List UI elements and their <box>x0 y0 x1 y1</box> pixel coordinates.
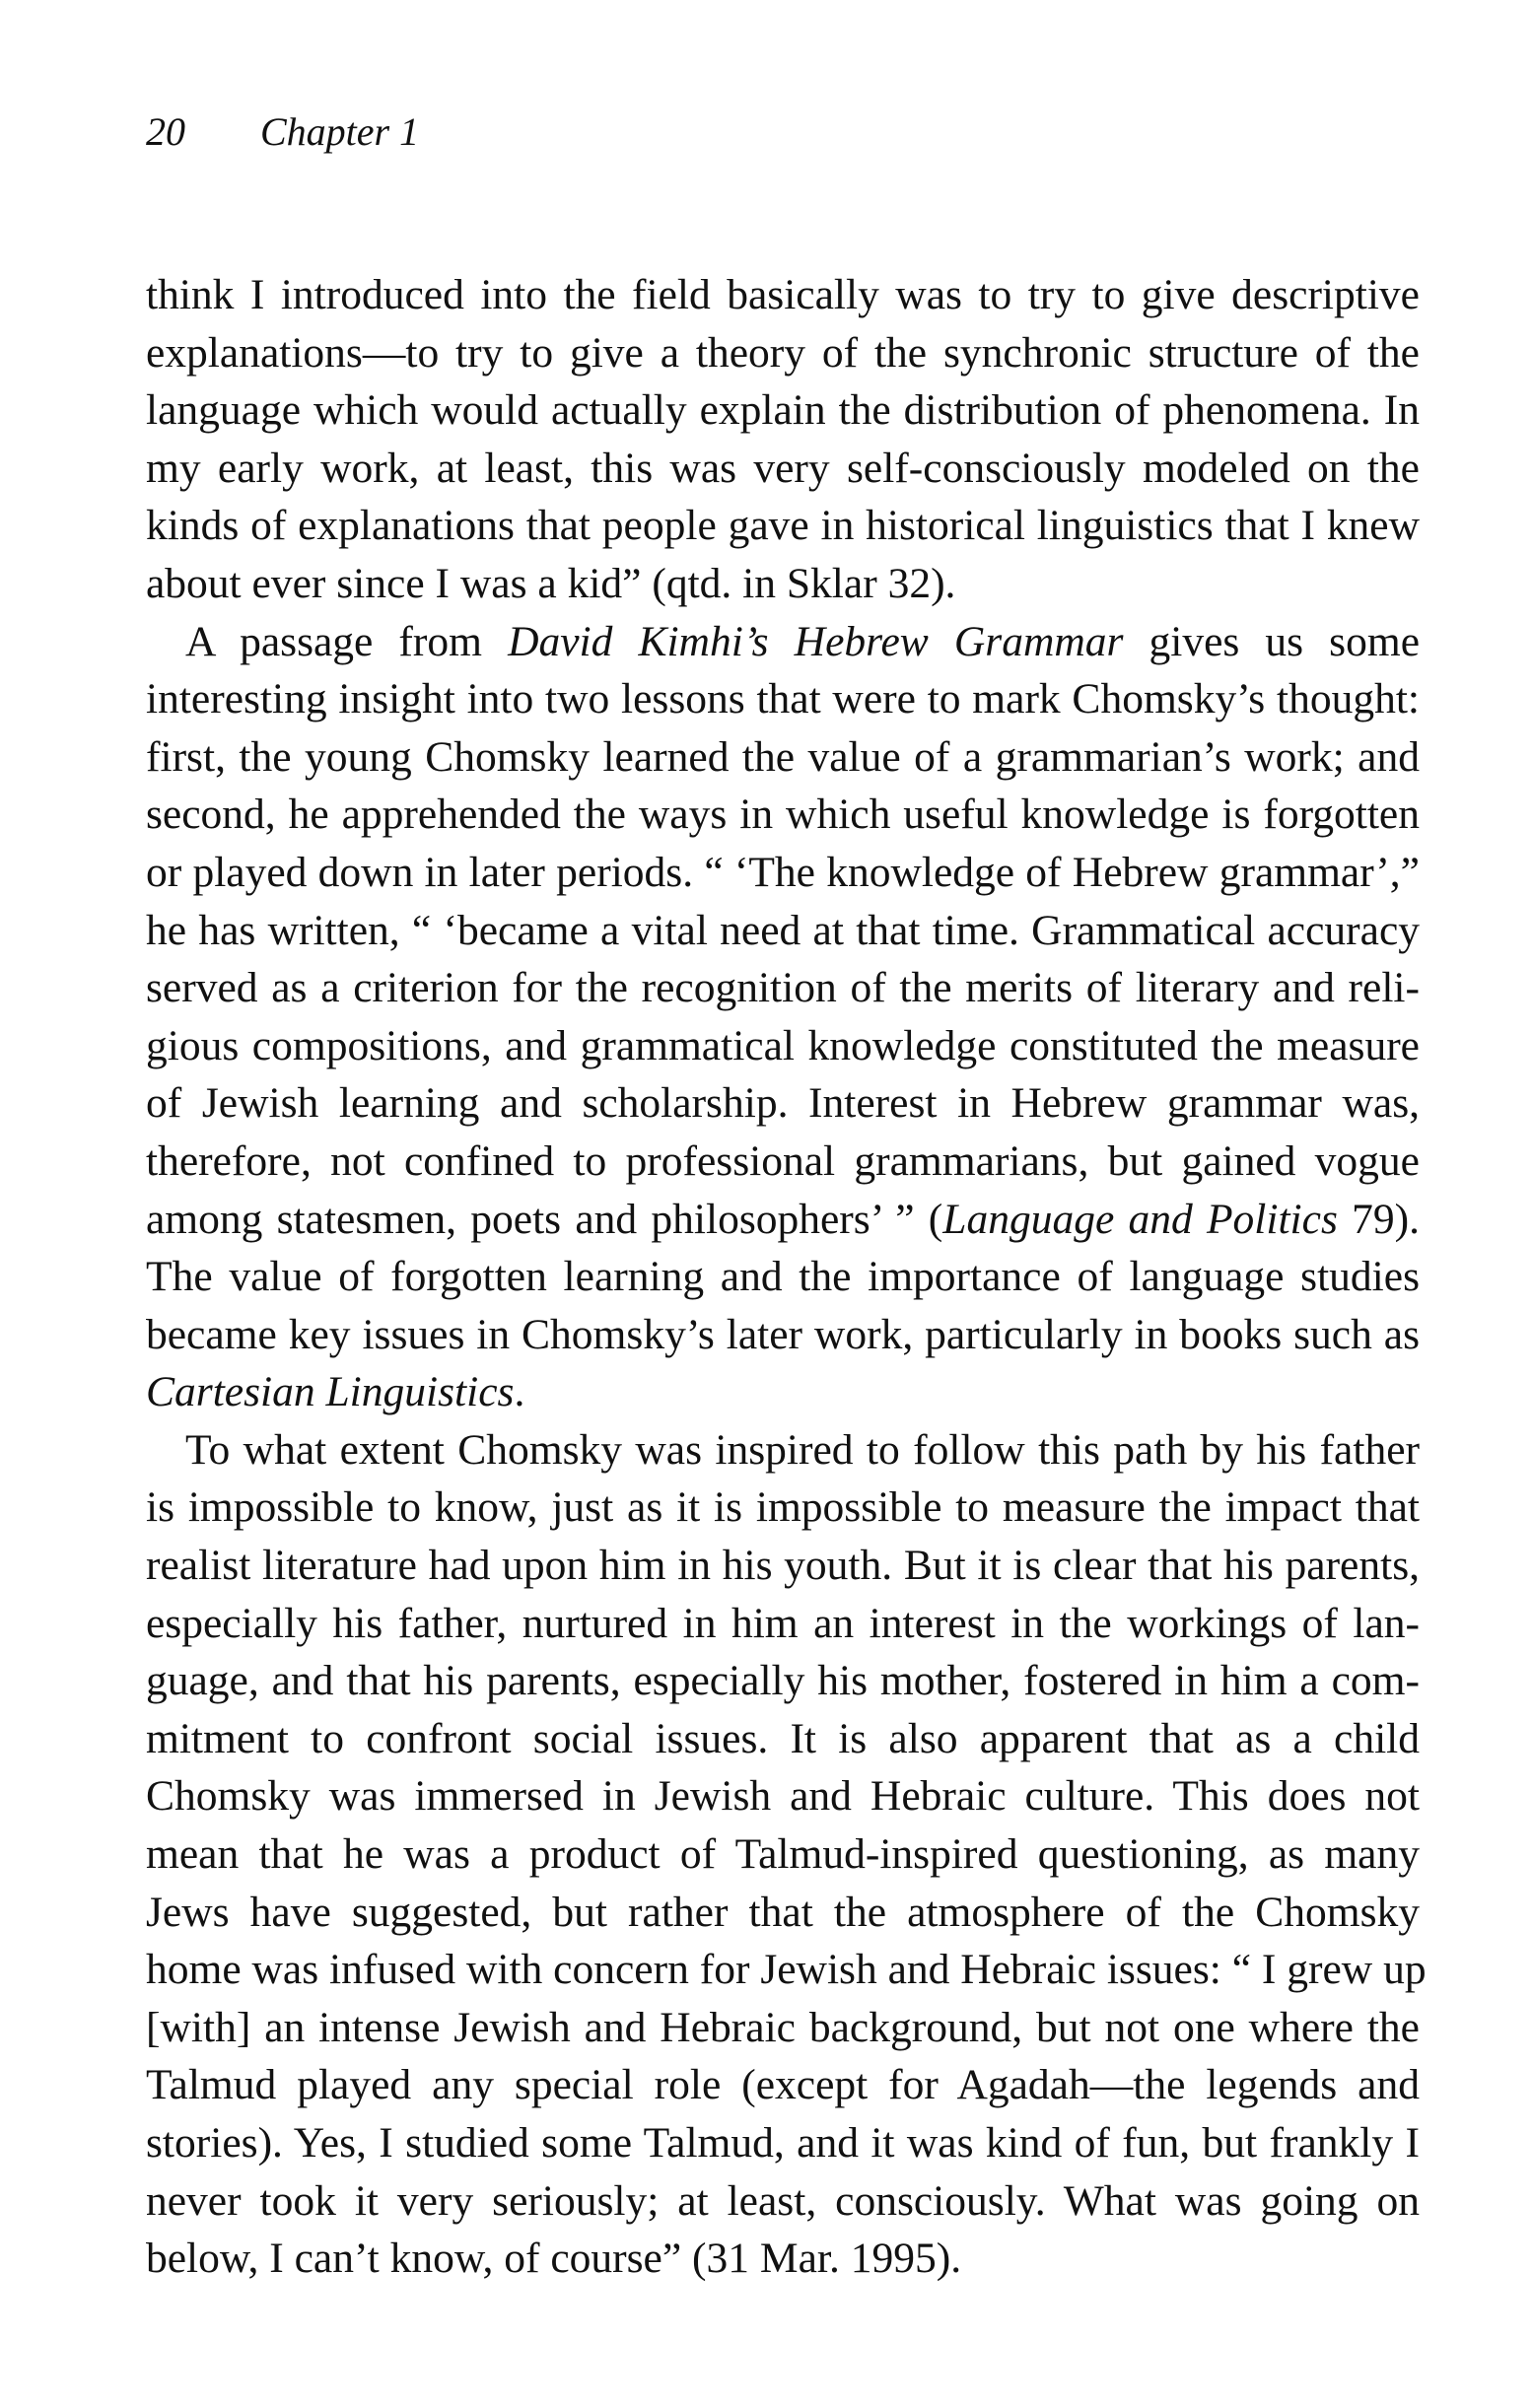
text-run: think I introduced into the field basically was to try to give descriptive <box>146 271 1420 318</box>
text-line <box>146 440 1420 498</box>
paragraph <box>146 266 1420 613</box>
text-run: first, the young Chomsky learned the value of a grammarian’s work; and <box>146 732 1420 781</box>
italic-text: Language and Politics <box>942 1195 1338 1243</box>
text-run: interesting insight into two lessons that were to mark Chomsky’s thought: <box>146 675 1420 723</box>
text-run: Talmud played any special role (except for Agadah—the legends and <box>146 2061 1420 2109</box>
text-run: Jews have suggested, but rather that the atmosphere of the Chomsky <box>146 1888 1420 1936</box>
text-run: became key issues in Chomsky’s later work, particularly in books such as <box>146 1310 1420 1358</box>
body-text <box>146 266 1427 2288</box>
text-line <box>146 1363 1420 1421</box>
italic-text: David Kimhi’s Hebrew Grammar <box>508 617 1124 665</box>
text-line <box>146 902 1420 960</box>
text-run: The value of forgotten learning and the importance of language studies <box>146 1253 1420 1301</box>
text-line <box>146 555 1420 613</box>
text-line <box>146 959 1420 1017</box>
text-line <box>146 728 1420 787</box>
text-line <box>146 1306 1420 1364</box>
text-line <box>146 2230 1420 2288</box>
text-run: realist literature had upon him in his youth. But it is clear that his parents, <box>146 1542 1420 1590</box>
text-run: below, I can’t know, of course” (31 Mar. 1995). <box>146 2235 962 2283</box>
text-line <box>146 266 1420 324</box>
paragraph <box>146 613 1420 1421</box>
text-run: Chomsky was immersed in Jewish and Hebraic culture. This does not <box>146 1772 1420 1821</box>
book-page <box>146 108 1427 2288</box>
text-line <box>146 1999 1420 2057</box>
running-head <box>146 108 1420 156</box>
text-run: guage, and that his parents, especially his mother, fostered in him a com- <box>146 1657 1420 1705</box>
text-run: my early work, at least, this was very self-consciously modeled on the <box>146 444 1420 492</box>
text-run: gives us some <box>1123 617 1421 665</box>
text-line <box>146 2172 1420 2231</box>
text-run: gious compositions, and grammatical knowledge constituted the measure <box>146 1021 1420 1069</box>
text-line <box>146 1479 1420 1537</box>
text-line <box>146 1825 1420 1884</box>
text-run: explanations—to try to give a theory of the synchronic structure of the <box>146 328 1420 377</box>
text-line <box>146 844 1420 902</box>
text-line <box>146 2114 1420 2172</box>
text-line <box>146 1652 1420 1710</box>
text-run: mitment to confront social issues. It is also apparent that as a child <box>146 1714 1420 1762</box>
text-run: of Jewish learning and scholarship. Interest in Hebrew grammar was, <box>146 1079 1420 1128</box>
text-run: among statesmen, poets and philosophers’ ” ( <box>146 1195 943 1243</box>
text-run: To what extent Chomsky was inspired to follow this path by his father <box>185 1425 1420 1474</box>
text-run: especially his father, nurtured in him an interest in the workings of lan- <box>146 1599 1420 1647</box>
text-run: 79). <box>1337 1195 1420 1243</box>
text-line <box>146 786 1420 844</box>
text-line <box>146 1767 1420 1825</box>
text-line <box>146 1191 1420 1249</box>
text-line <box>146 1884 1420 1942</box>
text-line <box>146 497 1420 555</box>
text-line <box>146 613 1420 671</box>
text-run: mean that he was a product of Talmud-inspired questioning, as many <box>146 1830 1420 1879</box>
text-run: never took it very seriously; at least, consciously. What was going on <box>146 2176 1420 2225</box>
text-run: is impossible to know, just as it is impossible to measure the impact that <box>146 1483 1420 1532</box>
text-run: therefore, not confined to professional grammarians, but gained vogue <box>146 1136 1420 1185</box>
page-number: 20 <box>146 109 185 154</box>
text-run: home was infused with concern for Jewish and Hebraic issues: “ I grew up <box>146 1946 1427 1994</box>
text-run: second, he apprehended the ways in which useful knowledge is forgotten <box>146 791 1420 839</box>
text-run: or played down in later periods. “ ‘The knowledge of Hebrew grammar’,” <box>146 848 1420 896</box>
text-line <box>146 1710 1420 1768</box>
text-line <box>146 1537 1420 1595</box>
text-run: A passage from <box>185 617 509 665</box>
text-line <box>146 1248 1420 1306</box>
text-run: [with] an intense Jewish and Hebraic background, but not one where the <box>146 2003 1420 2051</box>
text-line <box>146 381 1420 440</box>
text-line <box>146 1074 1420 1133</box>
text-run: stories). Yes, I studied some Talmud, and it was kind of fun, but frankly I <box>146 2119 1420 2167</box>
text-run: kinds of explanations that people gave in historical linguistics that I knew <box>146 502 1420 550</box>
text-line <box>146 670 1420 728</box>
chapter-title: Chapter 1 <box>260 109 420 154</box>
text-line <box>146 1133 1420 1191</box>
text-line <box>146 1017 1420 1075</box>
text-run: . <box>514 1368 525 1416</box>
text-run: language which would actually explain the distribution of phenomena. In <box>146 386 1420 435</box>
text-run: served as a criterion for the recognition of the merits of literary and reli- <box>146 964 1420 1012</box>
text-line <box>146 324 1420 382</box>
text-run: he has written, “ ‘became a vital need at that time. Grammatical accuracy <box>146 906 1420 954</box>
italic-text: Cartesian Linguistics <box>146 1368 515 1416</box>
text-line <box>146 1595 1420 1653</box>
text-line <box>146 2056 1420 2114</box>
text-line <box>146 1941 1427 1999</box>
paragraph <box>146 1421 1427 2288</box>
text-line <box>146 1421 1420 1479</box>
text-run: about ever since I was a kid” (qtd. in Sklar 32). <box>146 559 956 607</box>
